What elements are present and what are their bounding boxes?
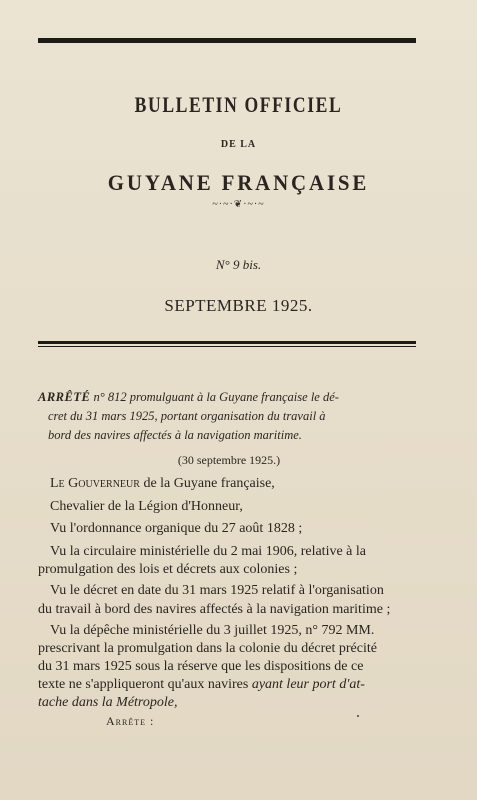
- body-line-8: [38, 621, 420, 640]
- masthead-de-la: DE LA: [220, 139, 257, 150]
- body-line-12-text: tache dans la Métropole,: [38, 695, 178, 710]
- body-line-5: [38, 560, 420, 579]
- arrete-heading-line-2: cret du 31 mars 1925, portant organisation du travail à: [48, 409, 326, 423]
- body-line-11-italic: ayant leur port d'at-: [251, 677, 365, 692]
- body-line-6: [38, 581, 420, 600]
- body-line-10-text: du 31 mars 1925 sous la réserve que les dispositions de ce: [38, 659, 364, 674]
- masthead-bulletin-title: BULLETIN OFFICIEL: [134, 92, 343, 117]
- arrete-date: (30 septembre 1925.): [177, 453, 281, 467]
- body-line-7: [38, 600, 420, 619]
- ornament-icon: ~·~·❦·~·~: [212, 199, 265, 210]
- arrete-heading-line-1: n° 812 promulguant à la Guyane française le dé-: [90, 390, 339, 404]
- body-line-4: [38, 542, 420, 561]
- body-line-8-text: Vu la dépêche ministérielle du 3 juillet 1925, n° 792 MM.: [50, 623, 375, 638]
- arrete-decision-word: Arrête :: [106, 714, 155, 728]
- body-line-5-text: promulgation des lois et décrets aux colonies ;: [38, 562, 298, 577]
- body-line-4-text: Vu la circulaire ministérielle du 2 mai 1906, relative à la: [50, 544, 366, 559]
- governor-title: Le Gouverneur: [50, 476, 140, 491]
- body-line-2-text: Chevalier de la Légion d'Honneur,: [50, 499, 243, 514]
- body-line-2: [38, 497, 420, 516]
- arrete-heading-line-3: bord des navires affectés à la navigation maritime.: [48, 428, 302, 442]
- body-line-11-text: texte ne s'appliqueront qu'aux navires: [38, 677, 252, 692]
- body-line-9: [38, 639, 420, 658]
- body-line-12: [38, 693, 420, 712]
- body-line-6-text: Vu le décret en date du 31 mars 1925 relatif à l'organisation: [50, 583, 384, 598]
- body-line-10: [38, 657, 420, 676]
- print-speck: [357, 715, 359, 717]
- body-line-11: [38, 675, 420, 694]
- issue-number: N° 9 bis.: [215, 257, 262, 272]
- body-line-3: [38, 519, 420, 538]
- section-rule-thin: [38, 346, 416, 347]
- body-line-3-text: Vu l'ordonnance organique du 27 août 1828 ;: [50, 521, 303, 536]
- body-line-1-rest: de la Guyane française,: [139, 476, 275, 491]
- issue-month: SEPTEMBRE 1925.: [164, 296, 313, 315]
- arrete-heading: [38, 388, 420, 445]
- arrete-title-word: ARRÊTÉ: [38, 390, 91, 404]
- section-rule-thick: [38, 341, 416, 344]
- body-line-7-text: du travail à bord des navires affectés à la navigation maritime ;: [38, 602, 391, 617]
- body-line-1: [38, 474, 420, 493]
- masthead-guyane-title: GUYANE FRANÇAISE: [107, 170, 370, 195]
- body-line-9-text: prescrivant la promulgation dans la colonie du décret précité: [38, 641, 377, 656]
- top-rule: [38, 38, 416, 43]
